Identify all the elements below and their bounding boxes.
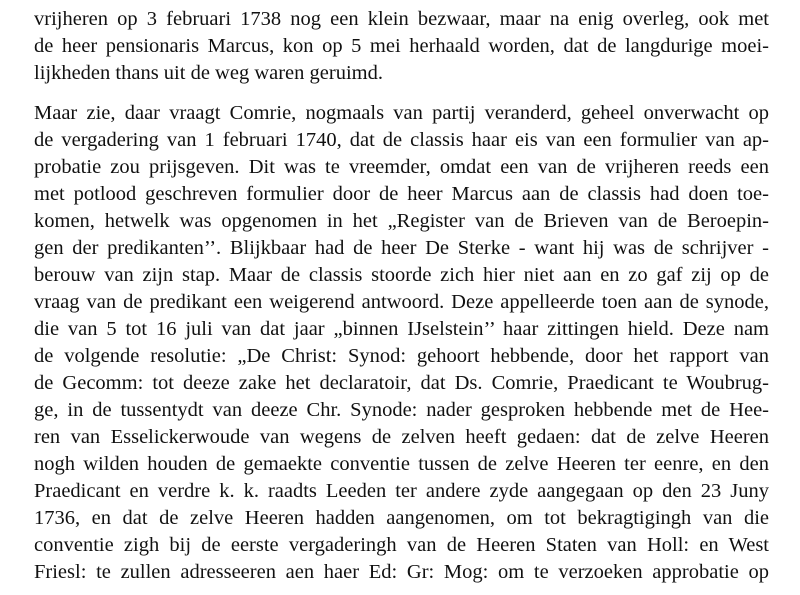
text-line: probatie zou prijsgeven. Dit was te vreemder, omdat een van de vrijheren reeds een [34, 156, 769, 178]
text-line: de volgende resolutie: „De Christ: Synod: gehoort hebbende, door het rapport van [34, 345, 769, 367]
text-line: ge, in de tussentydt van deeze Chr. Synode: nader gesproken hebbende met de Hee- [34, 399, 769, 421]
text-line: Praedicant en verdre k. k. raadts Leeden ter andere zyde aangegaan op den 23 Juny [34, 480, 769, 502]
text-line: de Gecomm: tot deeze zake het declaratoir, dat Ds. Comrie, Praedicant te Woubrug- [34, 372, 769, 394]
text-line: ren van Esselickerwoude van wegens de zelven heeft gedaen: dat de zelve Heeren [34, 426, 769, 448]
text-line: met potlood geschreven formulier door de heer Marcus aan de classis had doen toe- [34, 183, 769, 205]
text-line: Friesl: te zullen adresseeren aen haer Ed: Gr: Mog: om te verzoeken approbatie op [34, 561, 769, 583]
text-line: vrijheren op 3 februari 1738 nog een klein bezwaar, maar na enig overleg, ook met [34, 8, 769, 30]
text-line: 1736, en dat de zelve Heeren hadden aangenomen, om tot bekragtigingh van die [34, 507, 769, 529]
text-line: conventie zigh bij de eerste vergaderingh van de Heeren Staten van Holl: en West [34, 534, 769, 556]
text-line: nogh wilden houden de gemaekte conventie tussen de zelve Heeren ter eenre, en den [34, 453, 769, 475]
text-line: komen, hetwelk was opgenomen in het „Register van de Brieven van de Beroepin- [34, 210, 769, 232]
text-line: die van 5 tot 16 juli van dat jaar „binnen IJselstein’’ haar zittingen hield. Deze nam [34, 318, 769, 340]
text-line: de vergadering van 1 februari 1740, dat de classis haar eis van een formulier van ap- [34, 129, 769, 151]
text-line: lijkheden thans uit de weg waren geruimd. [34, 62, 383, 84]
text-line: vraag van de predikant een weigerend antwoord. Deze appelleerde toen aan de synode, [34, 291, 769, 313]
text-line: Maar zie, daar vraagt Comrie, nogmaals van partij veranderd, geheel onverwacht op [34, 102, 769, 124]
text-line: de heer pensionaris Marcus, kon op 5 mei herhaald worden, dat de langdurige moei- [34, 35, 769, 57]
text-line: gen der predikanten’’. Blijkbaar had de heer De Sterke - want hij was de schrijver - [34, 237, 769, 259]
text-line: berouw van zijn stap. Maar de classis stoorde zich hier niet aan en zo gaf zij op de [34, 264, 769, 286]
